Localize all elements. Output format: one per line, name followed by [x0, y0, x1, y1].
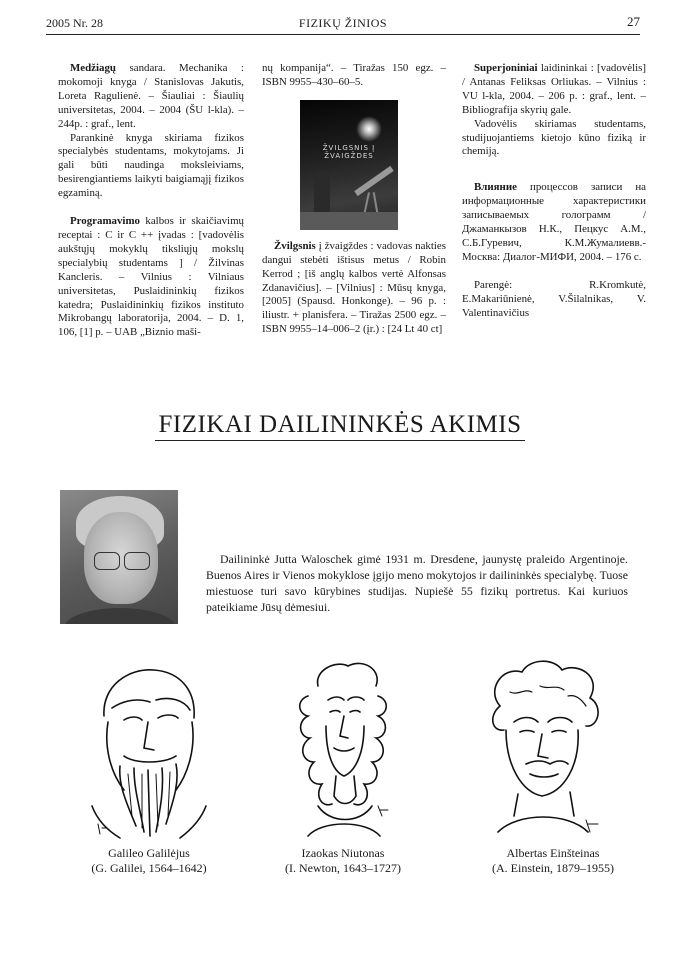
book-entry-vliyanie	[462, 181, 646, 264]
prepared-by: Parengė: R.Kromkutė, E.Makariūnienė, V.Šilalnikas, V. Valentinavičius	[462, 278, 646, 319]
artist-photo	[60, 490, 178, 624]
portrait-detail: (G. Galilei, 1564–1642)	[91, 861, 207, 875]
section-headline	[0, 411, 680, 441]
page-header	[46, 14, 640, 35]
entry-keyword: Влияние	[474, 181, 517, 194]
portrait-name: Izaokas Niutonas	[301, 846, 385, 860]
entry-continuation: nų kompanija“. – Tiražas 150 egz. – ISBN 9955–430–60–5.	[262, 62, 446, 88]
portrait-name: Galileo Galilėjus	[108, 846, 190, 860]
photo-shoulders	[64, 608, 176, 624]
entry-keyword: Superjoniniai	[474, 62, 538, 74]
column-left	[58, 62, 244, 340]
journal-title: FIZIKŲ ŽINIOS	[298, 16, 388, 30]
entry-text: laidininkai : [vadovėlis] / Antanas Feliksas Orliukas. – Vilnius : VU l-kla, 2004. – 206 p. : graf., lent. – Bibliografija skyrių gale.	[462, 62, 646, 116]
portrait-detail: (I. Newton, 1643–1727)	[285, 861, 401, 875]
page-number: 27	[627, 14, 640, 29]
column-right	[462, 62, 646, 321]
portrait-einstein	[478, 656, 608, 842]
book-cover-image	[300, 100, 398, 230]
caption-einstein	[478, 846, 628, 876]
cover-ground	[300, 212, 398, 230]
entry-text: процессов записи на информационные характеристики записываемых голограмм / Джаманкызов Н.К., Пецкус А.М., С.Б.Гуревич, К.М.Жумалиевв.- Москва: Диалог-МИФИ, 2004. – 176 с.	[462, 181, 646, 263]
photo-glasses	[94, 552, 120, 570]
portrait-galileo	[84, 656, 214, 842]
entry-keyword: Žvilgsnis	[274, 239, 316, 252]
star-glow	[356, 116, 382, 142]
entry-text: į žvaigždes : vadovas nakties dangui stebėti ištisus metus / Robin Kerrod ; [iš anglų kalbos vertė Alfonsas Zdanavičius]. – [Vilnius] : Mūsų knyga, [2005] (Spausd. Honkonge). – 96 p. : iliustr. + planisfera. – Tiražas 2500 egz. – ISBN 9955–14–006–2 (įr.) : [24 Lt 40 ct]	[262, 239, 446, 336]
artist-bio: Dailininkė Jutta Waloschek gimė 1931 m. Dresdene, jaunystę praleido Argentinoje. Buenos Aires ir Vienos mokyklose įgijo meno mokytojos ir dailininkės specialybę. Tuose miestuose turi savo kūrybines studijas. Nupiešė 55 fizikų portretus. Kai kuriuos pateikiame Jūsų dėmesiui.	[206, 552, 628, 614]
caption-newton	[278, 846, 408, 876]
entry-keyword: Programavimo	[70, 215, 140, 228]
book-entry-zvilgsnis	[262, 240, 446, 337]
entry-text: kalbos ir skaičiavimų receptai : C ir C ++ įvadas : [vadovėlis aukštųjų mokyklų tiksliųjų mokslų specialybių studentams ] / Žilvinas Kancleris. – Vilnius : Vilniaus universitetas, Puslaidininkių fizikos katedra; Puslaidininkių fizikos instituto Mikrobangų laboratorija, 2004. – D. 1, 106, [1] p. – UAB „Biznio maši-	[58, 215, 244, 339]
cover-title: ŽVILGSNIS Į ŽVAIGŽDES	[322, 143, 376, 160]
book-description: Parankinė knyga skiriama fizikos specialybės studentams, mokytojams. Ji gali būti naudinga moksleiviams, besirengiantiems laikyti baigiamąjį fizikos egzaminą.	[58, 131, 244, 200]
book-entry-superjoniniai	[462, 62, 646, 118]
portrait-detail: (A. Einstein, 1879–1955)	[492, 861, 614, 875]
book-entry-programavimo	[58, 215, 244, 340]
portrait-name: Albertas Einšteinas	[506, 846, 600, 860]
entry-keyword: Medžiagų	[70, 62, 116, 74]
book-description: Vadovėlis skiriamas studentams, studijuojantiems kietojo kūno fiziką ir chemiją.	[462, 117, 646, 158]
issue-label: 2005 Nr. 28	[46, 16, 103, 30]
portrait-newton	[278, 656, 408, 842]
headline-text: FIZIKAI DAILININKĖS AKIMIS	[155, 411, 526, 441]
column-middle	[262, 62, 446, 337]
photo-glasses	[124, 552, 150, 570]
book-entry-mechanika	[58, 62, 244, 132]
entry-text: sandara. Mechanika : mokomoji knyga / Stanislovas Jakutis, Loreta Ragulienė. – Šiauliai : Šiaulių universitetas, 2004. – 2004 (ŠU l-kla). – 244p. : graf., lent.	[58, 62, 244, 130]
caption-galileo	[84, 846, 214, 876]
